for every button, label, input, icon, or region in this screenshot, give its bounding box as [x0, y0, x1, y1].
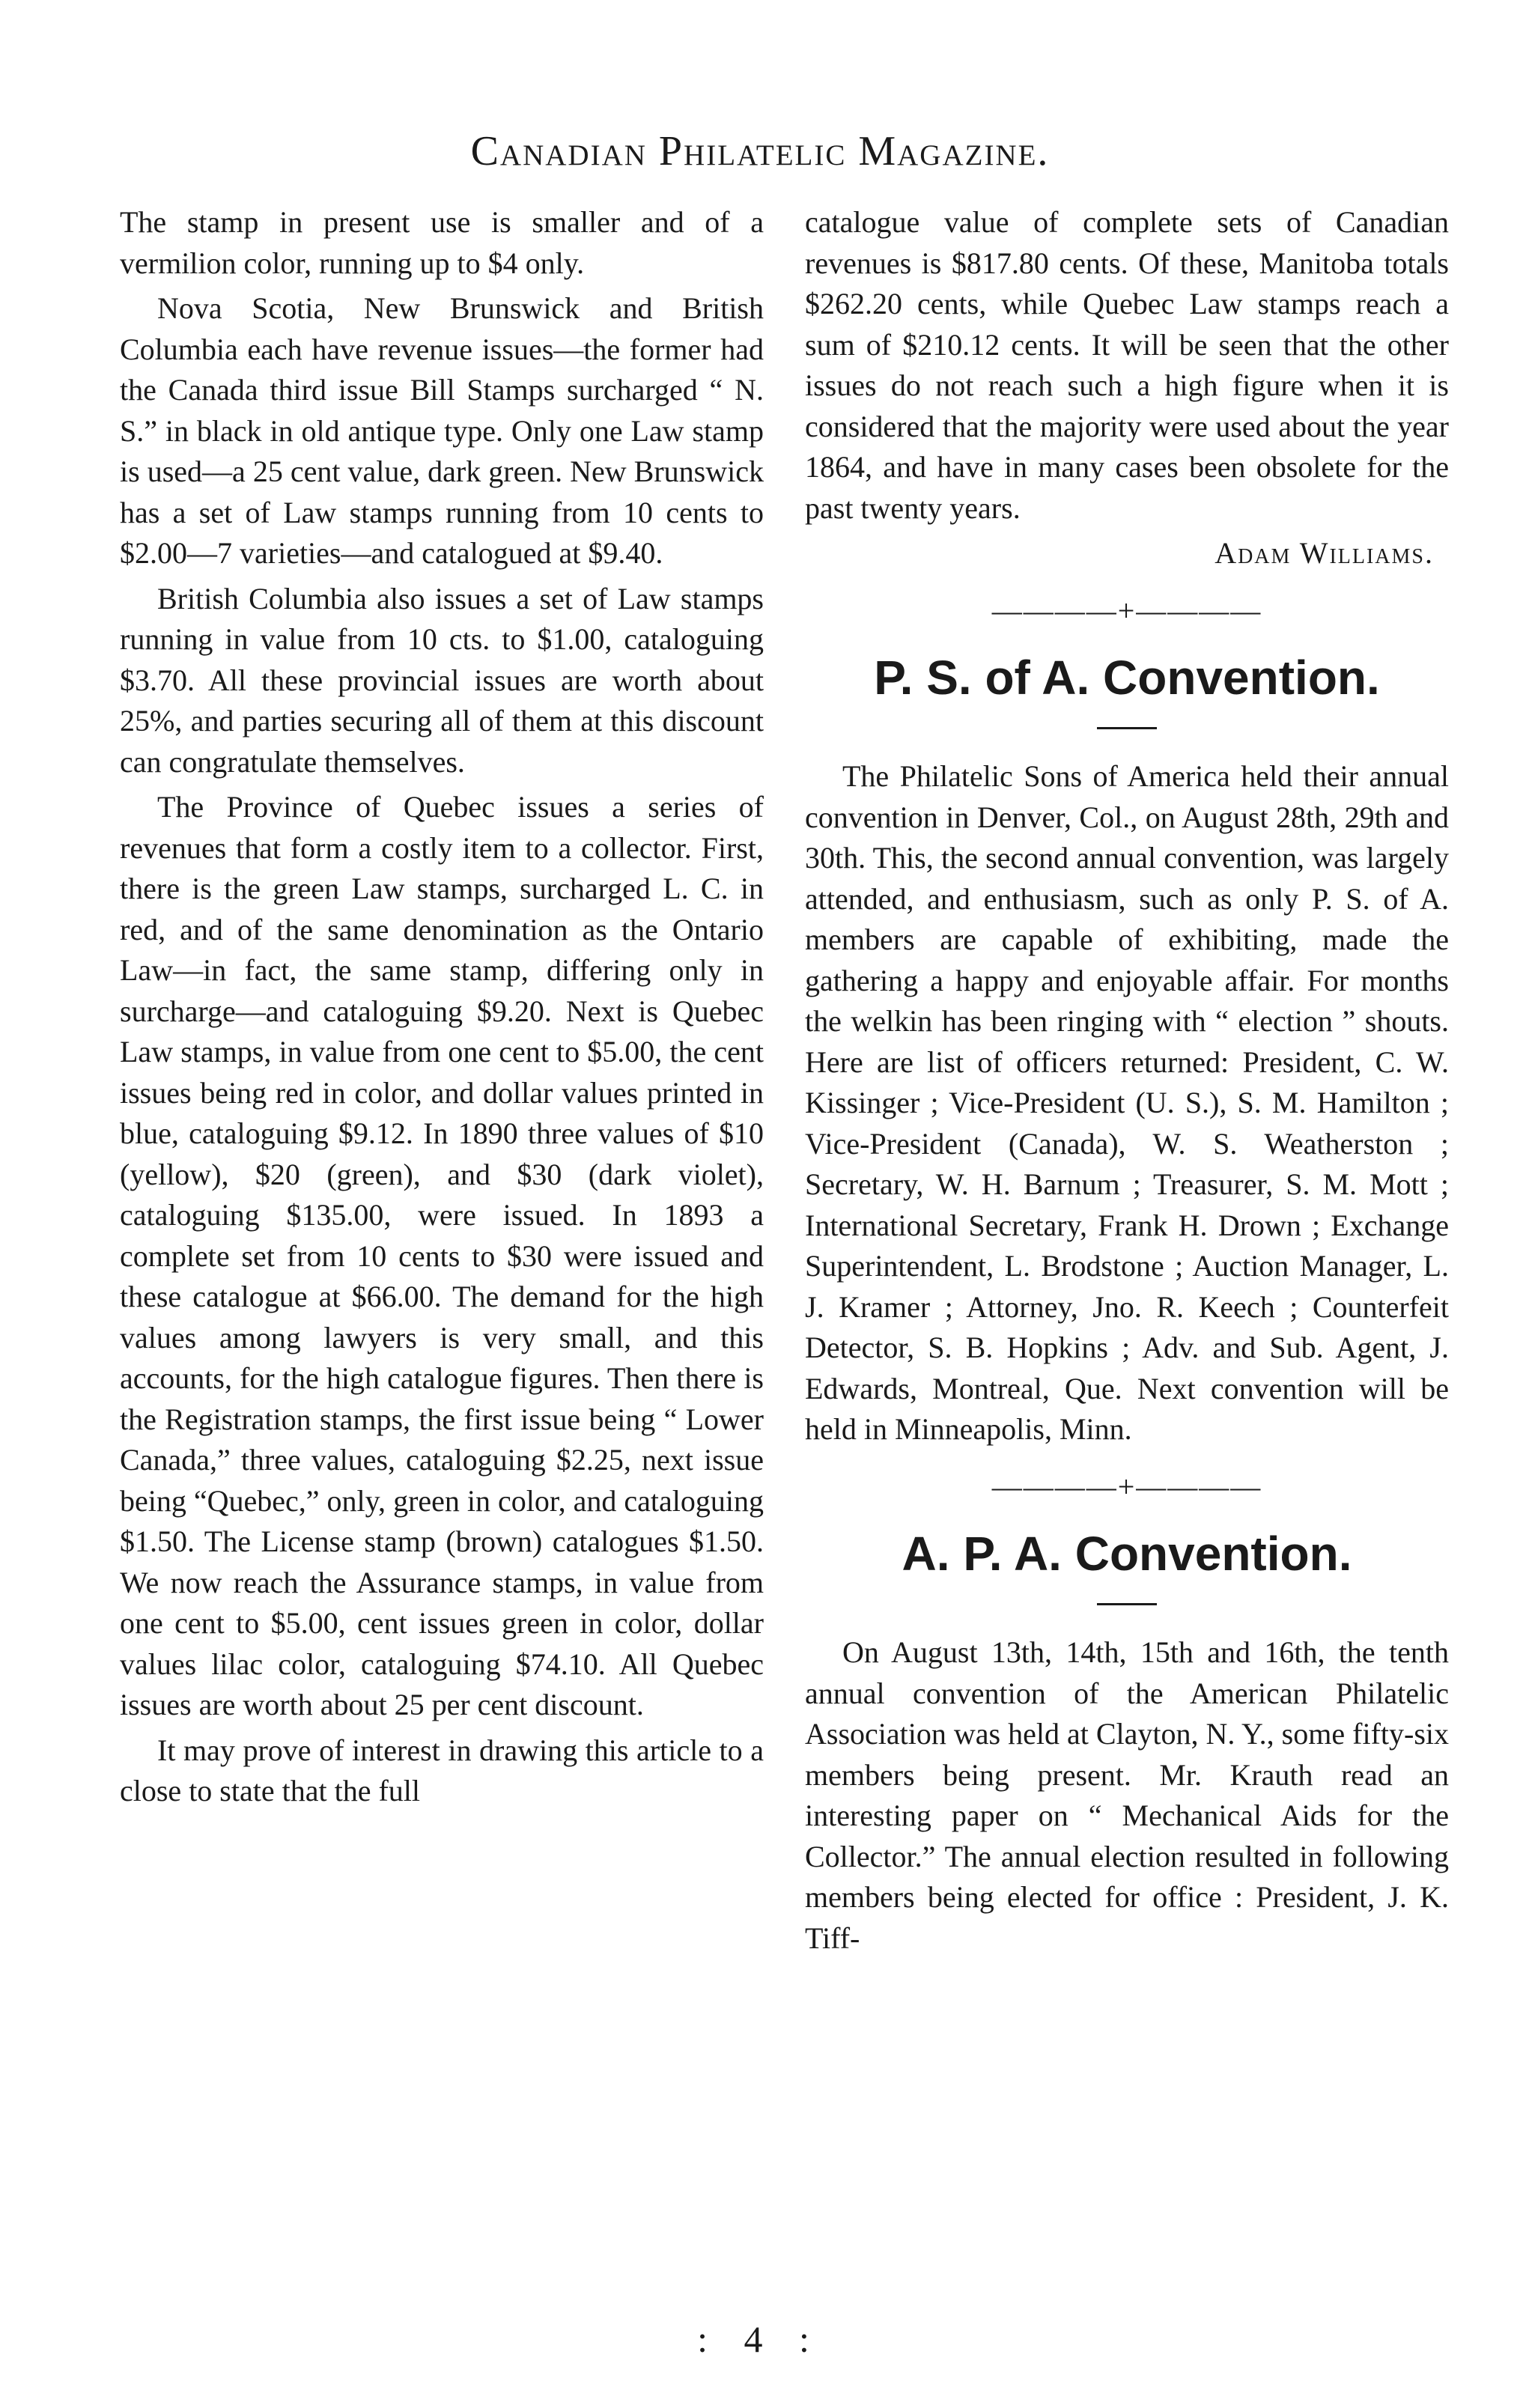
psa-convention-heading: P. S. of A. Convention.: [874, 651, 1380, 705]
paragraph: catalogue value of complete sets of Canadian revenues is $817.80 cents. Of these, Manitoba totals $262.20 cents, while Quebec Law stamps reach a sum of $210.12 cents. It will be seen that the other issues do not reach such a high figure when it is considered that the majority were used about the year 1864, and have in many cases been obsolete for the past twenty years.: [805, 205, 1449, 525]
right-column: [805, 202, 1449, 1959]
paragraph: On August 13th, 14th, 15th and 16th, the tenth annual convention of the American Philatelic Association was held at Clayton, N. Y., some fifty-six members being present. Mr. Krauth read an interesting paper on “ Mechanical Aids for the Collector.” The annual election resulted in following members being elected for office : President, J. K. Tiff-: [805, 1635, 1449, 1955]
heading-rule: [1097, 1603, 1157, 1605]
paragraph: Nova Scotia, New Brunswick and British Columbia each have revenue issues—the former had the Canada third issue Bill Stamps surcharged “ N. S.” in black in old antique type. Only one Law stamp is used—a 25 cent value, dark green. New Brunswick has a set of Law stamps running from 10 cents to $2.00—7 varieties—and catalogued at $9.40.: [120, 291, 764, 570]
paragraph: The Province of Quebec issues a series of revenues that form a costly item to a collector. First, there is the green Law stamps, surcharged L. C. in red, and of the same denomination as the Ontario Law—in fact, the same stamp, differing only in surcharge—and cataloguing $9.20. Next is Quebec Law stamps, in value from one cent to $5.00, the cent issues being red in color, and dollar values printed in blue, cataloguing $9.12. In 1890 three values of $10 (yellow), $20 (green), and $30 (dark violet), cataloguing $135.00, were issued. In 1893 a complete set from 10 cents to $30 were issued and these catalogue at $66.00. The demand for the high values among lawyers is very small, and this accounts, for the high catalogue figures. Then there is the Registration stamps, the first issue being “ Lower Canada,” three values, cataloguing $2.25, next issue being “Quebec,” only, green in color, and cataloguing $1.50. The License stamp (brown) catalogues $1.50. We now reach the Assurance stamps, in value from one cent to $5.00, cent issues green in color, dollar values lilac color, cataloguing $74.10. All Quebec issues are worth about 25 per cent discount.: [120, 790, 764, 1721]
paragraph: The stamp in present use is smaller and of a vermilion color, running up to $4 only.: [120, 205, 764, 280]
paragraph: The Philatelic Sons of America held their annual convention in Denver, Col., on August 28th, 29th and 30th. This, the second annual convention, was largely attended, and enthusiasm, such as only P. S. of A. members are capable of exhibiting, made the gathering a happy and enjoyable affair. For months the welkin has been ringing with “ election ” shouts. Here are list of officers returned: President, C. W. Kissinger ; Vice-President (U. S.), S. M. Hamilton ; Vice-President (Canada), W. S. Weatherston ; Secretary, W. H. Barnum ; Treasurer, S. M. Mott ; International Secretary, Frank H. Drown ; Exchange Superintendent, L. Brodstone ; Auction Manager, L. J. Kramer ; Attorney, Jno. R. Keech ; Counterfeit Detector, S. B. Hopkins ; Adv. and Sub. Agent, J. Edwards, Montreal, Que. Next convention will be held in Minneapolis, Minn.: [805, 759, 1449, 1446]
section-divider: ————+————: [991, 593, 1262, 627]
heading-rule: [1097, 727, 1157, 729]
apa-convention-heading: A. P. A. Convention.: [902, 1527, 1352, 1581]
section-divider: ————+————: [991, 1469, 1262, 1504]
author-signature: Adam Williams.: [1215, 536, 1434, 570]
paragraph: It may prove of interest in drawing this article to a close to state that the full: [120, 1733, 764, 1807]
paragraph: British Columbia also issues a set of Law stamps running in value from 10 cts. to $1.00, cataloguing $3.70. All these provincial issues are worth about 25%, and parties securing all of them at this discount can congratulate themselves.: [120, 581, 764, 779]
left-column: [120, 202, 764, 1812]
page-header: Canadian Philatelic Magazine.: [470, 128, 1050, 174]
page-number: : 4 :: [697, 2318, 823, 2360]
